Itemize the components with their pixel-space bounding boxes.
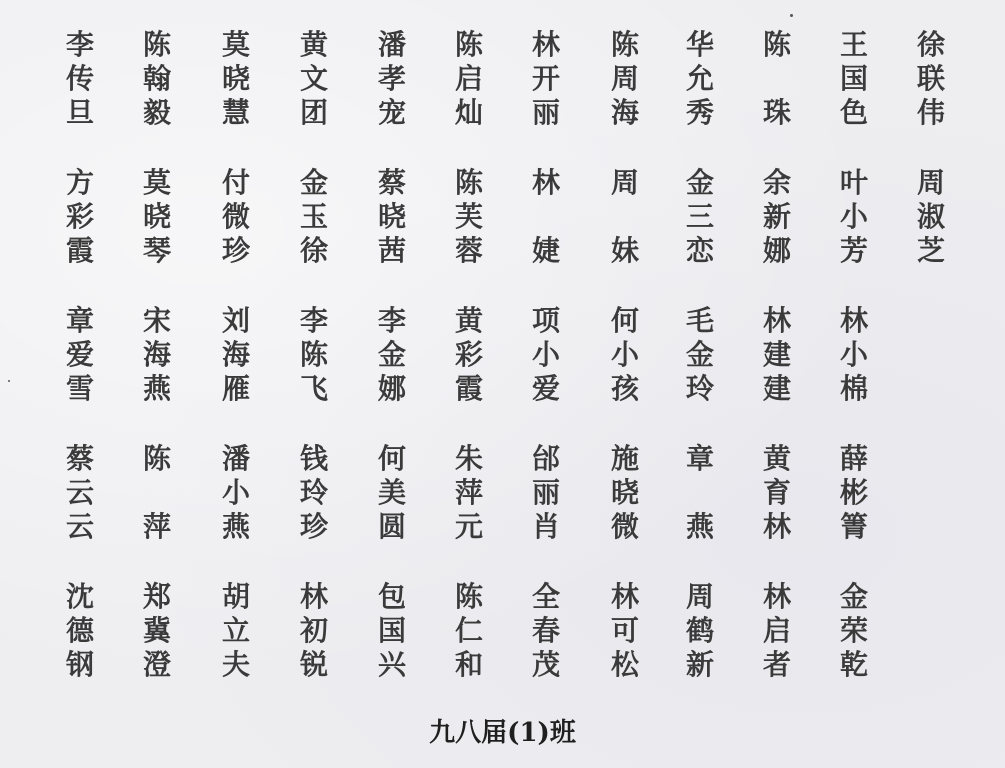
name-char: 霞	[65, 234, 94, 267]
name-char: 付	[221, 166, 250, 199]
name-char: 李	[377, 304, 406, 337]
name-char: 珍	[221, 234, 250, 267]
name-char: 茜	[377, 234, 406, 267]
name-char: 丽	[531, 476, 560, 509]
name-char: 潘	[221, 442, 250, 475]
name-char: 澄	[142, 648, 171, 681]
student-name	[370, 442, 414, 544]
student-name	[447, 442, 491, 544]
name-char: 允	[685, 62, 714, 95]
name-char: 海	[142, 338, 171, 371]
name-char: 燕	[685, 510, 714, 543]
name-block	[58, 580, 958, 718]
student-name	[214, 442, 258, 544]
name-char: 小	[531, 338, 560, 371]
name-char: 仁	[454, 614, 483, 647]
name-char: 金	[299, 166, 328, 199]
name-char	[909, 580, 953, 614]
student-name	[603, 580, 647, 682]
name-char: 元	[454, 510, 483, 543]
name-char: 金	[685, 338, 714, 371]
name-char: 国	[377, 614, 406, 647]
student-name	[58, 28, 102, 130]
name-char: 松	[610, 648, 639, 681]
student-name	[832, 580, 876, 682]
name-char: 乾	[839, 648, 868, 681]
name-char: 金	[377, 338, 406, 371]
name-char: 珍	[299, 510, 328, 543]
name-char: 和	[454, 648, 483, 681]
name-char: 娜	[377, 372, 406, 405]
name-char: 周	[610, 166, 639, 199]
name-char: 全	[531, 580, 560, 613]
name-char: 美	[377, 476, 406, 509]
name-char: 箐	[839, 510, 868, 543]
student-name	[524, 166, 568, 268]
name-char: 色	[839, 96, 868, 129]
student-name	[447, 166, 491, 268]
name-char: 茂	[531, 648, 560, 681]
name-char: 玲	[685, 372, 714, 405]
student-name	[292, 166, 336, 268]
name-char: 金	[685, 166, 714, 199]
name-char: 慧	[221, 96, 250, 129]
name-char: 陈	[454, 28, 483, 61]
name-char: 丽	[531, 96, 560, 129]
name-char	[909, 304, 953, 338]
name-char: 周	[610, 62, 639, 95]
student-name	[135, 304, 179, 406]
dust-speck	[8, 380, 10, 382]
name-char: 立	[221, 614, 250, 647]
name-char: 黄	[299, 28, 328, 61]
name-char: 何	[377, 442, 406, 475]
name-char: 云	[65, 510, 94, 543]
student-name	[603, 442, 647, 544]
name-char: 余	[762, 166, 791, 199]
student-name	[524, 442, 568, 544]
name-char: 者	[762, 648, 791, 681]
name-char: 章	[65, 304, 94, 337]
student-name	[214, 166, 258, 268]
name-char: 莫	[221, 28, 250, 61]
name-char: 彩	[454, 338, 483, 371]
student-name	[603, 28, 647, 130]
dust-speck	[790, 14, 793, 17]
name-char: 云	[65, 476, 94, 509]
student-name	[678, 442, 722, 544]
class-caption: 九八届(1)班	[429, 718, 576, 748]
name-char: 晓	[610, 476, 639, 509]
name-char: 霞	[454, 372, 483, 405]
name-char: 林	[531, 28, 560, 61]
student-name	[58, 304, 102, 406]
name-char: 毅	[142, 96, 171, 129]
name-char: 郑	[142, 580, 171, 613]
student-name	[58, 166, 102, 268]
student-name	[909, 580, 953, 682]
name-char: 夫	[221, 648, 250, 681]
name-char: 灿	[454, 96, 483, 129]
name-char: 恋	[685, 234, 714, 267]
name-char: 雪	[65, 372, 94, 405]
name-char: 林	[762, 580, 791, 613]
name-char: 彬	[839, 476, 868, 509]
student-name	[58, 442, 102, 544]
name-block	[58, 442, 958, 580]
name-char: 燕	[142, 372, 171, 405]
name-char: 王	[839, 28, 868, 61]
name-char: 李	[65, 28, 94, 61]
name-char: 黄	[762, 442, 791, 475]
name-char: 棉	[839, 372, 868, 405]
name-char	[135, 476, 179, 510]
student-name	[524, 304, 568, 406]
name-char: 陈	[299, 338, 328, 371]
student-name	[370, 166, 414, 268]
name-char	[603, 200, 647, 234]
name-grid	[58, 28, 958, 718]
student-name	[524, 580, 568, 682]
student-name	[755, 580, 799, 682]
student-name	[135, 580, 179, 682]
student-name	[135, 28, 179, 130]
name-block	[58, 304, 958, 442]
name-char: 小	[839, 200, 868, 233]
name-char: 林	[762, 304, 791, 337]
name-char: 陈	[142, 28, 171, 61]
student-name	[909, 28, 953, 130]
student-name	[292, 442, 336, 544]
name-char: 宋	[142, 304, 171, 337]
name-char: 刘	[221, 304, 250, 337]
student-name	[135, 442, 179, 544]
name-char: 圆	[377, 510, 406, 543]
name-char: 徐	[916, 28, 945, 61]
student-name	[909, 166, 953, 268]
name-char: 三	[685, 200, 714, 233]
name-char: 雁	[221, 372, 250, 405]
student-name	[755, 304, 799, 406]
name-char	[909, 338, 953, 372]
name-char: 海	[221, 338, 250, 371]
name-char: 晓	[142, 200, 171, 233]
name-char: 毛	[685, 304, 714, 337]
student-name	[678, 580, 722, 682]
name-char: 燕	[221, 510, 250, 543]
name-char: 小	[221, 476, 250, 509]
student-name	[370, 304, 414, 406]
name-char	[909, 442, 953, 476]
student-name	[832, 166, 876, 268]
name-char: 可	[610, 614, 639, 647]
name-char: 胡	[221, 580, 250, 613]
name-char: 联	[916, 62, 945, 95]
name-char	[909, 510, 953, 544]
name-char: 萍	[142, 510, 171, 543]
name-char: 林	[299, 580, 328, 613]
name-char: 淑	[916, 200, 945, 233]
name-char: 陈	[762, 28, 791, 61]
name-char	[909, 648, 953, 682]
student-name	[292, 28, 336, 130]
student-name	[214, 304, 258, 406]
student-name	[832, 28, 876, 130]
name-char	[524, 200, 568, 234]
student-name	[832, 442, 876, 544]
name-char: 鹤	[685, 614, 714, 647]
name-char: 玲	[299, 476, 328, 509]
name-char: 新	[762, 200, 791, 233]
name-char: 蔡	[65, 442, 94, 475]
name-char	[678, 476, 722, 510]
name-char: 飞	[299, 372, 328, 405]
name-char: 荣	[839, 614, 868, 647]
name-char: 叶	[839, 166, 868, 199]
name-char: 晓	[377, 200, 406, 233]
name-char: 方	[65, 166, 94, 199]
name-char: 小	[839, 338, 868, 371]
name-char: 陈	[142, 442, 171, 475]
student-name	[603, 166, 647, 268]
name-char: 娜	[762, 234, 791, 267]
name-char: 旦	[65, 96, 94, 129]
student-name	[292, 580, 336, 682]
name-char: 小	[610, 338, 639, 371]
name-char: 兴	[377, 648, 406, 681]
name-char: 德	[65, 614, 94, 647]
name-char: 陈	[454, 166, 483, 199]
student-name	[755, 442, 799, 544]
name-char: 钱	[299, 442, 328, 475]
student-name	[447, 304, 491, 406]
name-char: 彩	[65, 200, 94, 233]
name-block	[58, 166, 958, 304]
name-char: 国	[839, 62, 868, 95]
name-char: 孩	[610, 372, 639, 405]
name-char: 孝	[377, 62, 406, 95]
name-char: 朱	[454, 442, 483, 475]
name-char: 潘	[377, 28, 406, 61]
name-char: 邰	[531, 442, 560, 475]
student-name	[755, 28, 799, 130]
name-char: 陈	[454, 580, 483, 613]
name-char: 芳	[839, 234, 868, 267]
name-char: 肖	[531, 510, 560, 543]
name-char: 晓	[221, 62, 250, 95]
student-name	[678, 304, 722, 406]
name-char: 钢	[65, 648, 94, 681]
name-char: 琴	[142, 234, 171, 267]
name-char: 莫	[142, 166, 171, 199]
name-char	[909, 614, 953, 648]
name-char: 爱	[65, 338, 94, 371]
name-char: 沈	[65, 580, 94, 613]
name-char: 林	[762, 510, 791, 543]
name-char: 芙	[454, 200, 483, 233]
name-char: 锐	[299, 648, 328, 681]
student-name	[832, 304, 876, 406]
student-name	[214, 28, 258, 130]
student-name	[58, 580, 102, 682]
student-name	[135, 166, 179, 268]
name-char: 建	[762, 372, 791, 405]
name-char: 华	[685, 28, 714, 61]
name-char: 薛	[839, 442, 868, 475]
student-name	[370, 580, 414, 682]
name-char: 微	[221, 200, 250, 233]
name-char: 施	[610, 442, 639, 475]
student-name	[678, 166, 722, 268]
name-char: 启	[762, 614, 791, 647]
name-char: 蔡	[377, 166, 406, 199]
name-char: 团	[299, 96, 328, 129]
student-name	[603, 304, 647, 406]
name-char: 建	[762, 338, 791, 371]
student-name	[370, 28, 414, 130]
name-char: 周	[916, 166, 945, 199]
name-char: 萍	[454, 476, 483, 509]
name-char: 育	[762, 476, 791, 509]
student-name	[292, 304, 336, 406]
name-char: 林	[610, 580, 639, 613]
name-char: 宠	[377, 96, 406, 129]
name-char: 新	[685, 648, 714, 681]
name-block	[58, 28, 958, 166]
name-char: 秀	[685, 96, 714, 129]
name-char: 爱	[531, 372, 560, 405]
name-char: 包	[377, 580, 406, 613]
name-char: 项	[531, 304, 560, 337]
name-char: 芝	[916, 234, 945, 267]
name-char: 开	[531, 62, 560, 95]
name-char: 春	[531, 614, 560, 647]
student-name	[214, 580, 258, 682]
name-char: 林	[531, 166, 560, 199]
name-char: 周	[685, 580, 714, 613]
name-char: 妹	[610, 234, 639, 267]
name-char: 文	[299, 62, 328, 95]
name-char: 陈	[610, 28, 639, 61]
name-char: 传	[65, 62, 94, 95]
name-char: 金	[839, 580, 868, 613]
name-char: 初	[299, 614, 328, 647]
student-name	[755, 166, 799, 268]
student-name	[447, 28, 491, 130]
name-char: 珠	[762, 96, 791, 129]
name-char: 微	[610, 510, 639, 543]
name-char	[755, 62, 799, 96]
name-char: 冀	[142, 614, 171, 647]
name-char: 章	[685, 442, 714, 475]
name-char: 海	[610, 96, 639, 129]
name-char	[909, 372, 953, 406]
name-char: 黄	[454, 304, 483, 337]
name-char: 何	[610, 304, 639, 337]
student-name	[909, 442, 953, 544]
name-char: 李	[299, 304, 328, 337]
name-char: 林	[839, 304, 868, 337]
name-char: 启	[454, 62, 483, 95]
name-char: 蓉	[454, 234, 483, 267]
name-char	[909, 476, 953, 510]
student-name	[678, 28, 722, 130]
student-name	[447, 580, 491, 682]
name-char: 婕	[531, 234, 560, 267]
student-name	[524, 28, 568, 130]
name-char: 伟	[916, 96, 945, 129]
name-char: 徐	[299, 234, 328, 267]
name-char: 玉	[299, 200, 328, 233]
name-char: 翰	[142, 62, 171, 95]
student-name	[909, 304, 953, 406]
